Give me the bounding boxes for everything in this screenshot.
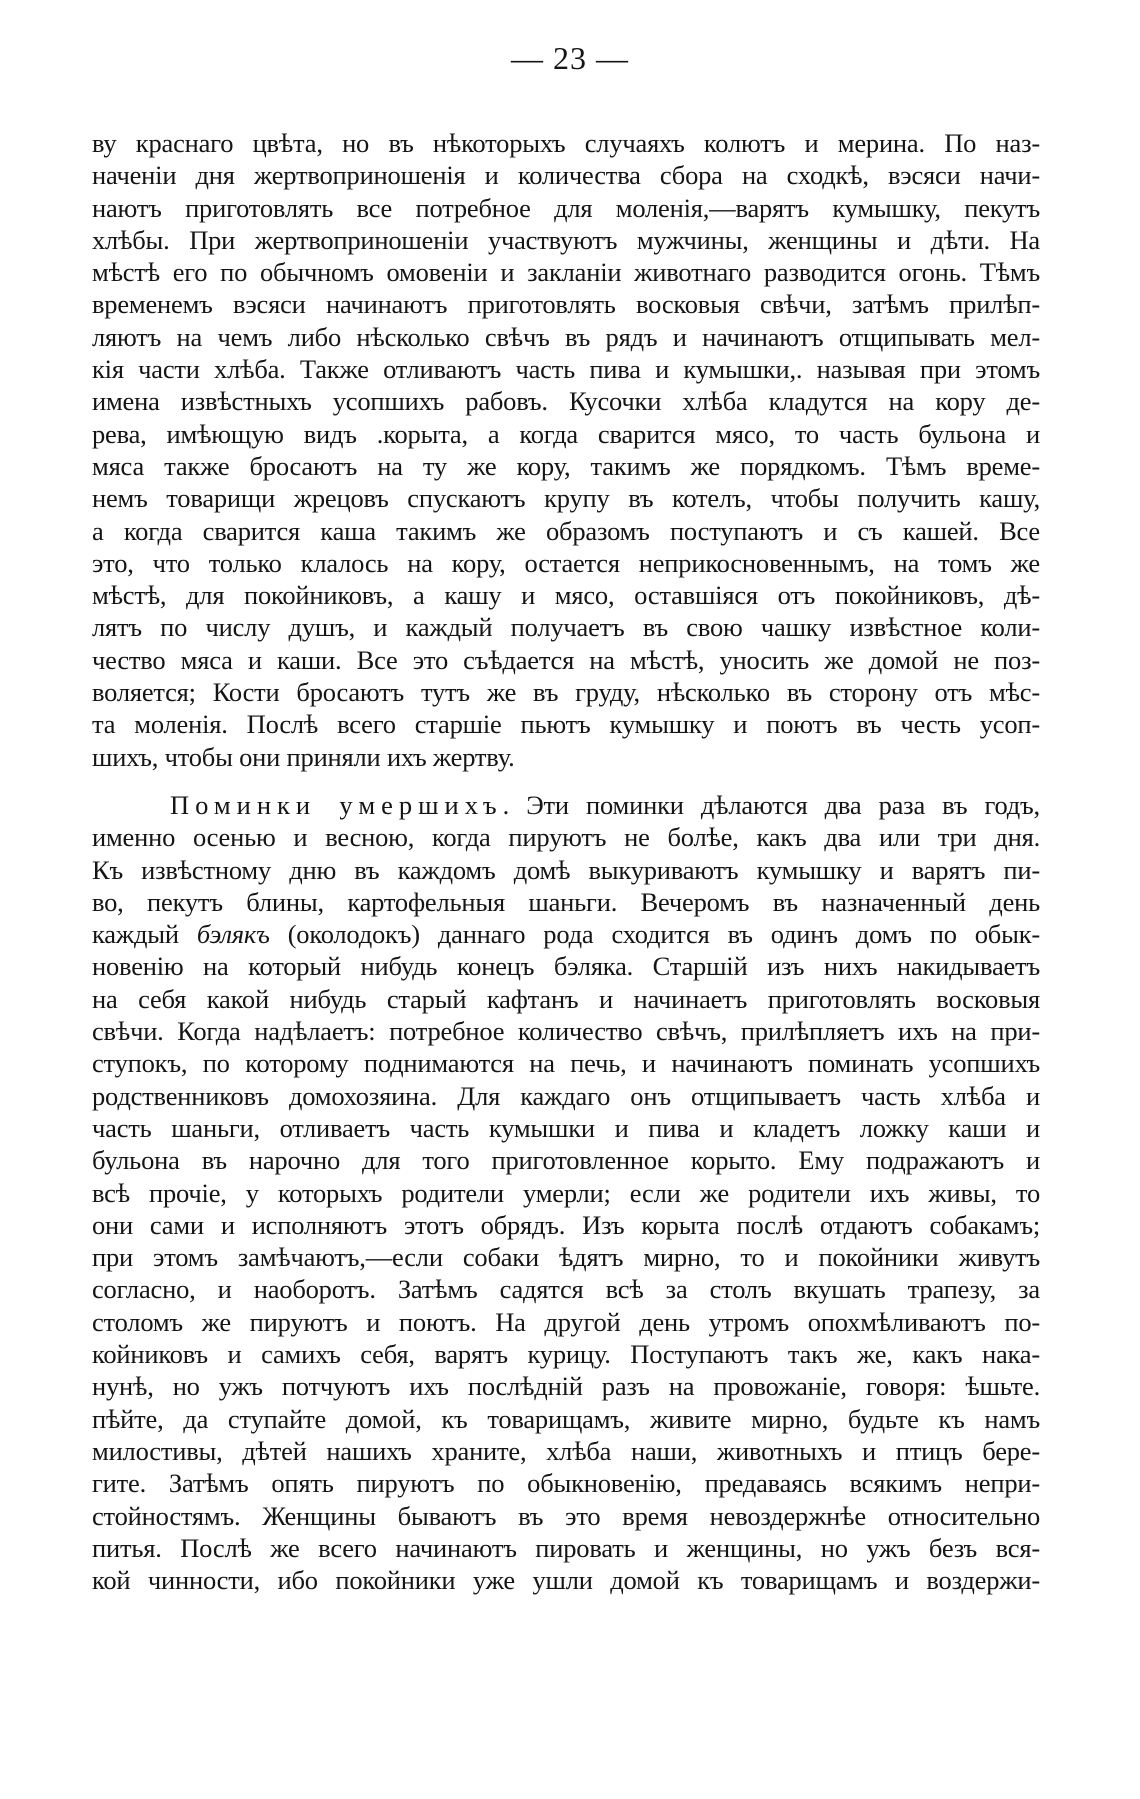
- text-line: койниковъ и самихъ себя, варятъ курицу. Поступаютъ такъ же, какъ нака-: [92, 1339, 1040, 1370]
- text-line: [92, 918, 1040, 950]
- text-line: стойностямъ. Женщины бываютъ въ это время невоздержнѣе относительно: [92, 1500, 1040, 1531]
- text-line: Къ извѣстному дню въ каждомъ домѣ выкуриваютъ кумышку и варятъ пи-: [92, 854, 1040, 885]
- text-line: родственниковъ домохозяина. Для каждаго онъ отщипываетъ часть хлѣба и: [92, 1080, 1040, 1111]
- text-line: во, пекутъ блины, картофельныя шаньги. Вечеромъ въ назначенный день: [92, 886, 1040, 917]
- text-line: всѣ прочіе, у которыхъ родители умерли; если же родители ихъ живы, то: [92, 1177, 1040, 1208]
- text-line: кой чинности, ибо покойники уже ушли домой къ товарищамъ и воздержи-: [92, 1565, 1040, 1596]
- text-segment: (околодокъ) даннаго рода сходится въ одинъ домъ по обык-: [269, 919, 1040, 950]
- text-line: при этомъ замѣчаютъ,—если собаки ѣдятъ мирно, то и покойники живутъ: [92, 1242, 1040, 1273]
- page-number: — 23 —: [511, 40, 629, 76]
- text-line: новенію на который нибудь конецъ бэляка. Старшій изъ нихъ накидываетъ: [92, 951, 1040, 982]
- text-line: ляютъ на чемъ либо нѣсколько свѣчъ въ рядъ и начинаютъ отщипывать мел-: [92, 321, 1040, 352]
- text-line: а когда сварится каша такимъ же образомъ поступаютъ и съ кашей. Все: [92, 515, 1040, 546]
- text-line: на себя какой нибудь старый кафтанъ и начинаетъ приготовлять восковыя: [92, 983, 1040, 1014]
- text-line: лятъ по числу душъ, и каждый получаетъ въ свою чашку извѣстное коли-: [92, 612, 1040, 643]
- text-line: свѣчи. Когда надѣлаетъ: потребное количество свѣчъ, прилѣпляетъ ихъ на при-: [92, 1016, 1040, 1047]
- text-line: мѣстѣ, для покойниковъ, а кашу и мясо, оставшіяся отъ покойниковъ, дѣ-: [92, 580, 1040, 611]
- text-line: хлѣбы. При жертвоприношеніи участвуютъ мужчины, женщины и дѣти. На: [92, 224, 1040, 255]
- text-line: наютъ приготовлять все потребное для моленія,—варятъ кумышку, пекутъ: [92, 192, 1040, 223]
- text-line: нунѣ, но ужъ потчуютъ ихъ послѣдній разъ на провожаніе, говоря: ѣшьте.: [92, 1371, 1040, 1402]
- text-line: мяса также бросаютъ на ту же кору, такимъ же порядкомъ. Тѣмъ време-: [92, 450, 1040, 481]
- emphasized-term: бэлякъ: [196, 919, 270, 950]
- text-line: рева, имѣющую видъ .корыта, а когда сварится мясо, то часть бульона и: [92, 418, 1040, 449]
- text-line: согласно, и наоборотъ. Затѣмъ садятся всѣ за столъ вкушать трапезу, за: [92, 1274, 1040, 1305]
- text-line: именно осенью и весною, когда пируютъ не болѣе, какъ два или три дня.: [92, 822, 1040, 853]
- text-segment: . Эти поминки дѣлаются два раза въ годъ,: [502, 790, 1040, 820]
- text-line: кія части хлѣба. Также отливаютъ часть пива и кумышки,. называя при этомъ: [92, 354, 1040, 385]
- text-line: ву краснаго цвѣта, но въ нѣкоторыхъ случаяхъ колютъ и мерина. По наз-: [92, 128, 1040, 158]
- text-segment: каждый: [92, 919, 197, 950]
- text-line: гите. Затѣмъ опять пируютъ по обыкновенію, предаваясь всякимъ непри-: [92, 1468, 1040, 1499]
- paragraph-commemoration: [92, 789, 1040, 1596]
- text-line: милостивы, дѣтей нашихъ храните, хлѣба наши, животныхъ и птицъ бере-: [92, 1435, 1040, 1466]
- text-line: наченіи дня жертвоприношенія и количества сбора на сходкѣ, вэсяси начи-: [92, 160, 1040, 191]
- section-heading: Поминки умершихъ: [170, 790, 503, 820]
- text-line: воляется; Кости бросаютъ тутъ же въ груду, нѣсколько въ сторону отъ мѣс-: [92, 677, 1040, 708]
- text-line: шихъ, чтобы они приняли ихъ жертву.: [92, 741, 515, 772]
- text-line: та моленія. Послѣ всего старшіе пьютъ кумышку и поютъ въ честь усоп-: [92, 709, 1040, 740]
- paragraph-sacrifice: [92, 127, 1040, 773]
- text-line: имена извѣстныхъ усопшихъ рабовъ. Кусочки хлѣба кладутся на кору де-: [92, 386, 1040, 417]
- text-line: [92, 789, 1040, 821]
- text-line: столомъ же пируютъ и поютъ. На другой день утромъ опохмѣливаютъ по-: [92, 1306, 1040, 1337]
- text-line: немъ товарищи жрецовъ спускаютъ крупу въ котелъ, чтобы получить кашу,: [92, 483, 1040, 514]
- text-line: бульона въ нарочно для того приготовленное корыто. Ему подражаютъ и: [92, 1145, 1040, 1176]
- text-line: часть шаньги, отливаетъ часть кумышки и пива и кладетъ ложку каши и: [92, 1112, 1040, 1143]
- text-line: временемъ вэсяси начинаютъ приготовлять восковыя свѣчи, затѣмъ прилѣп-: [92, 289, 1040, 320]
- text-line: чество мяса и каши. Все это съѣдается на мѣстѣ, уносить же домой не поз-: [92, 644, 1040, 675]
- text-line: мѣстѣ его по обычномъ омовеніи и закланіи животнаго разводится огонь. Тѣмъ: [92, 257, 1040, 288]
- text-line: это, что только клалось на кору, остается неприкосновеннымъ, на томъ же: [92, 547, 1040, 578]
- text-line: они сами и исполняютъ этотъ обрядъ. Изъ корыта послѣ отдаютъ собакамъ;: [92, 1209, 1040, 1240]
- text-line: питья. Послѣ же всего начинаютъ пировать и женщины, но ужъ безъ вся-: [92, 1532, 1040, 1563]
- text-line: ступокъ, по которому поднимаются на печь, и начинаютъ поминать усопшихъ: [92, 1048, 1040, 1079]
- text-line: пѣйте, да ступайте домой, къ товарищамъ, живите мирно, будьте къ намъ: [92, 1403, 1040, 1434]
